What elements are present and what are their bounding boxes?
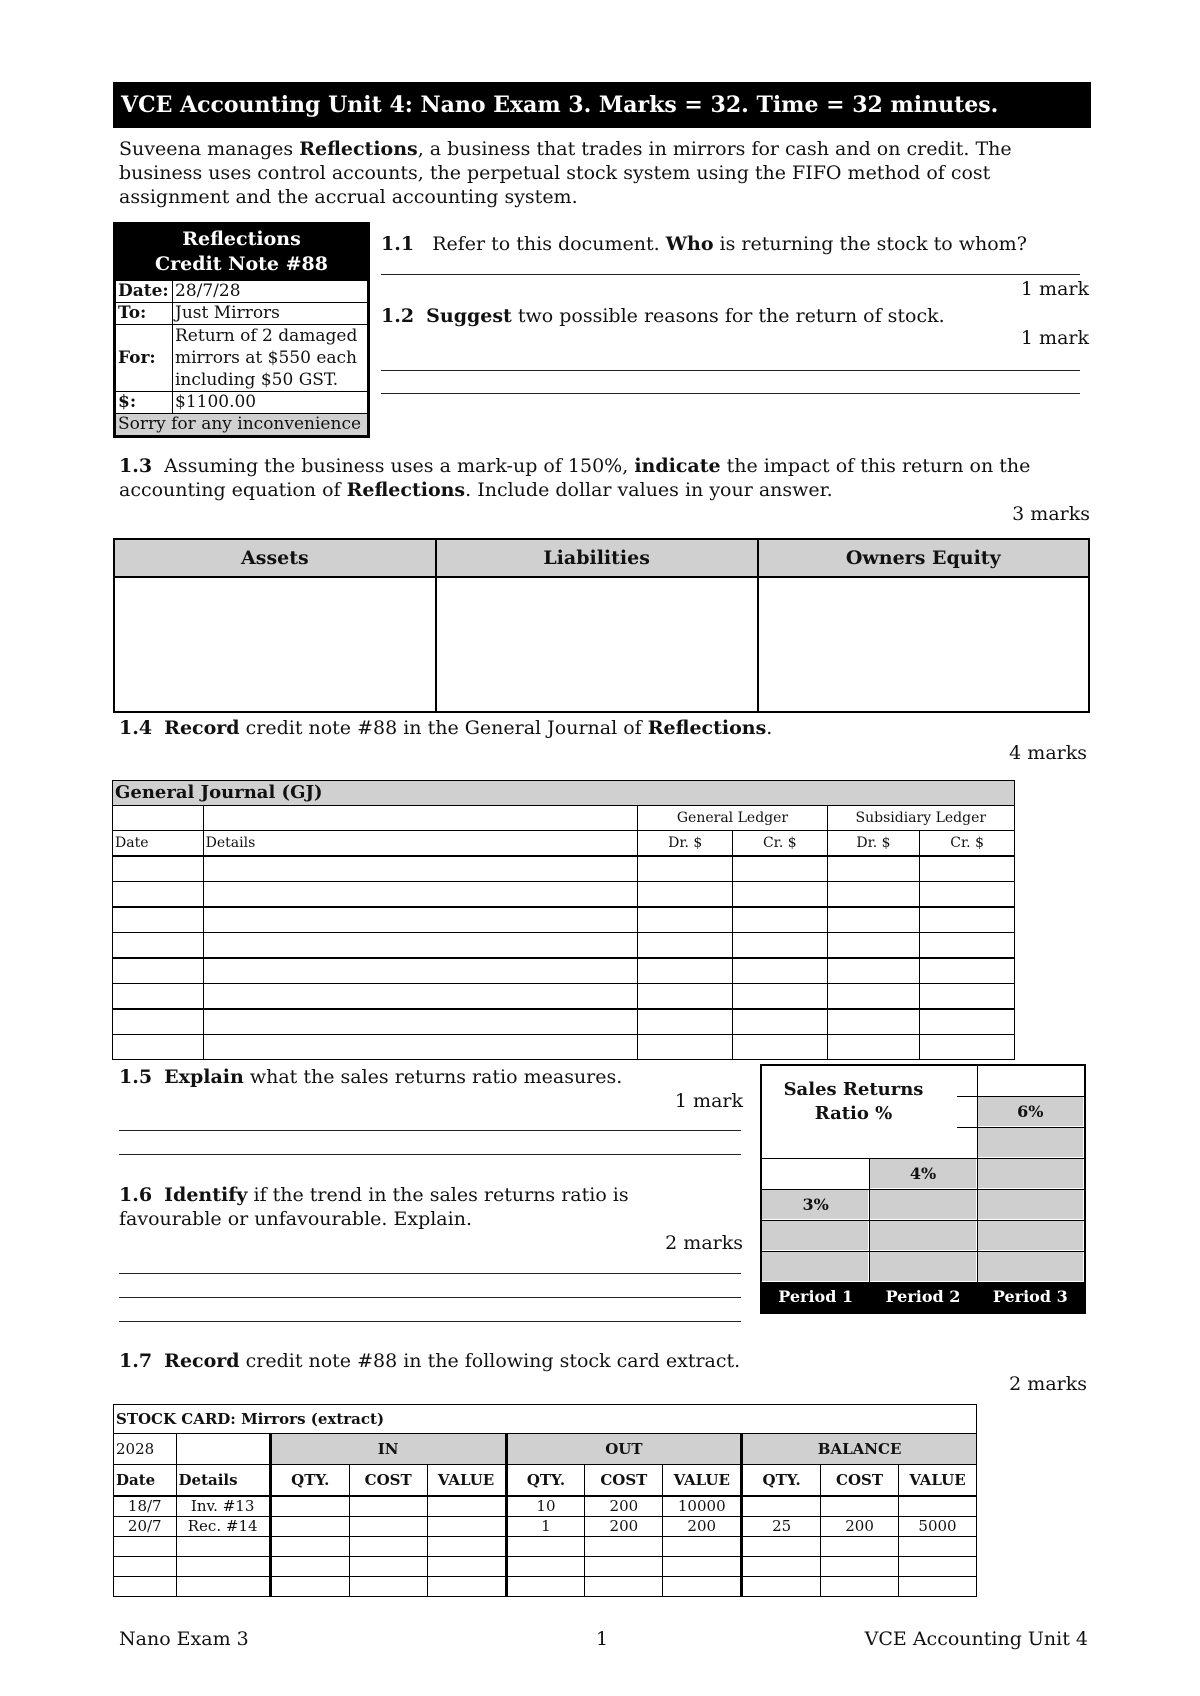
answer-line[interactable] — [119, 1154, 741, 1155]
credit-note — [113, 222, 370, 438]
liabilities-header: Liabilities — [436, 539, 758, 577]
stock-card-title: STOCK CARD: Mirrors (extract) — [114, 1405, 977, 1434]
marks-1-6: 2 marks — [665, 1232, 743, 1254]
page-title: VCE Accounting Unit 4: Nano Exam 3. Marks = 32. Time = 32 minutes. — [113, 82, 1091, 128]
marks-1-2: 1 mark — [1020, 327, 1089, 349]
marks-1-3: 3 marks — [1012, 503, 1090, 525]
stock-card-row: 20/7 Rec. #14 1 200 200 25 200 5000 — [114, 1517, 977, 1537]
chart-bar-cell — [977, 1127, 1084, 1158]
answer-line[interactable] — [381, 370, 1080, 371]
cn-for: Return of 2 damaged mirrors at $550 each including $50 GST. — [173, 325, 368, 392]
gj-details-header: Details — [203, 831, 638, 857]
stock-card-in: IN — [270, 1434, 506, 1465]
sc-col-header: COST — [349, 1465, 427, 1497]
chart-gridline — [762, 1251, 1084, 1252]
answer-line[interactable] — [381, 393, 1080, 394]
sc-col-header: VALUE — [663, 1465, 742, 1497]
question-1-4: 1.4 Record credit note #88 in the General Journal of Reflections. — [119, 717, 773, 739]
stock-card-row: 18/7 Inv. #13 10 200 10000 — [114, 1496, 977, 1517]
chart-gridline — [977, 1066, 978, 1282]
credit-note-number: Credit Note #88 — [155, 253, 328, 275]
chart-bar-cell — [977, 1158, 1084, 1189]
gj-row[interactable] — [113, 958, 1015, 984]
sc-col-header: VALUE — [427, 1465, 506, 1497]
gj-gl-cr-header: Cr. $ — [733, 831, 828, 857]
gj-row[interactable] — [113, 984, 1015, 1010]
cn-to: Just Mirrors — [173, 303, 368, 325]
sc-col-header: VALUE — [899, 1465, 977, 1497]
chart-title: Sales Returns Ratio % — [783, 1079, 924, 1124]
stock-card-balance: BALANCE — [742, 1434, 977, 1465]
assets-header: Assets — [114, 539, 436, 577]
chart-category-label: Period 1 — [762, 1282, 869, 1312]
sc-col-header: Details — [176, 1465, 270, 1497]
cn-for-label: For: — [116, 325, 173, 392]
chart-bar-cell — [977, 1220, 1084, 1251]
footer-page-number: 1 — [596, 1628, 609, 1650]
gj-row[interactable] — [113, 1035, 1015, 1060]
sc-col-header: Date — [114, 1465, 177, 1497]
marks-1-4: 4 marks — [1009, 742, 1087, 764]
owners-equity-header: Owners Equity — [758, 539, 1090, 577]
sc-col-header: COST — [821, 1465, 899, 1497]
chart-data-label: 3% — [802, 1195, 829, 1214]
chart-bar-cell — [869, 1220, 976, 1251]
answer-line[interactable] — [119, 1273, 741, 1274]
cn-footer: Sorry for any inconvenience — [116, 414, 368, 436]
gj-row[interactable] — [113, 907, 1015, 933]
cn-amount-label: $: — [116, 392, 173, 414]
liabilities-answer-cell[interactable] — [436, 577, 758, 712]
gj-row[interactable] — [113, 882, 1015, 908]
question-1-1: 1.1 Refer to this document. Who is returning the stock to whom? — [381, 233, 1027, 255]
question-1-3: 1.3 Assuming the business uses a mark-up of 150%, indicate the impact of this return on the accounting equation of Reflections. Include dollar values in your answer. — [119, 455, 1031, 501]
gj-gl-dr-header: Dr. $ — [638, 831, 733, 857]
question-1-5: 1.5 Explain what the sales returns ratio measures. — [119, 1066, 623, 1088]
cn-amount: $1100.00 — [173, 392, 368, 414]
answer-line[interactable] — [381, 274, 1080, 275]
stock-card-out: OUT — [506, 1434, 742, 1465]
answer-line[interactable] — [119, 1297, 741, 1298]
footer-left: Nano Exam 3 — [119, 1628, 249, 1650]
gj-general-ledger: General Ledger — [638, 806, 827, 831]
stock-card-year: 2028 — [114, 1434, 177, 1465]
chart-category-label: Period 2 — [869, 1282, 976, 1312]
chart-category-label: Period 3 — [977, 1282, 1084, 1312]
chart-bar-cell — [977, 1251, 1084, 1282]
sc-col-header: QTY. — [742, 1465, 821, 1497]
sc-col-header: QTY. — [270, 1465, 349, 1497]
sales-returns-chart — [760, 1064, 1086, 1314]
gj-row[interactable] — [113, 856, 1015, 882]
credit-note-business: Reflections — [182, 228, 301, 250]
intro-paragraph: Suveena manages Reflections, a business that trades in mirrors for cash and on credit. The business uses control accounts, the perpetual stock system using the FIFO method of cost assignment and the accrual accounting system. — [119, 138, 1012, 208]
question-1-2: 1.2 Suggest two possible reasons for the return of stock. — [381, 305, 945, 327]
stock-card-row[interactable] — [114, 1577, 977, 1597]
gj-title: General Journal (GJ) — [113, 781, 1015, 806]
stock-card-table — [113, 1404, 977, 1597]
marks-1-5: 1 mark — [674, 1090, 743, 1112]
answer-line[interactable] — [119, 1130, 741, 1131]
marks-1-7: 2 marks — [1009, 1373, 1087, 1395]
gj-sl-cr-header: Cr. $ — [920, 831, 1015, 857]
chart-gridline — [762, 1220, 1084, 1221]
gj-date-header: Date — [113, 831, 204, 857]
general-journal-table — [112, 780, 1015, 1060]
gj-sl-dr-header: Dr. $ — [827, 831, 920, 857]
chart-data-label: 6% — [1017, 1102, 1044, 1121]
assets-answer-cell[interactable] — [114, 577, 436, 712]
owners-equity-answer-cell[interactable] — [758, 577, 1090, 712]
gj-row[interactable] — [113, 933, 1015, 959]
chart-data-label: 4% — [909, 1164, 937, 1183]
cn-date-label: Date: — [116, 281, 173, 303]
chart-bar-cell — [869, 1251, 976, 1282]
gj-subsidiary-ledger: Subsidiary Ledger — [827, 806, 1014, 831]
sc-col-header: QTY. — [506, 1465, 585, 1497]
chart-bar-cell — [762, 1220, 869, 1251]
footer-right: VCE Accounting Unit 4 — [864, 1628, 1088, 1650]
stock-card-row[interactable] — [114, 1557, 977, 1577]
question-1-7: 1.7 Record credit note #88 in the following stock card extract. — [119, 1350, 741, 1372]
chart-gridline — [762, 1189, 1084, 1190]
chart-bar-cell — [869, 1189, 976, 1220]
answer-line[interactable] — [119, 1321, 741, 1322]
chart-gridline — [762, 1158, 1084, 1159]
sc-col-header: COST — [585, 1465, 663, 1497]
marks-1-1: 1 mark — [1020, 278, 1089, 300]
chart-gridline — [957, 1127, 1084, 1128]
accounting-equation-table — [113, 538, 1090, 713]
question-1-6: 1.6 Identify if the trend in the sales returns ratio is favourable or unfavourable. Explain. — [119, 1184, 629, 1230]
chart-bar-cell — [762, 1251, 869, 1282]
chart-gridline — [957, 1096, 1084, 1097]
gj-row[interactable] — [113, 1009, 1015, 1035]
stock-card-row[interactable] — [114, 1537, 977, 1557]
cn-to-label: To: — [116, 303, 173, 325]
cn-date: 28/7/28 — [173, 281, 368, 303]
chart-bar-cell — [977, 1189, 1084, 1220]
